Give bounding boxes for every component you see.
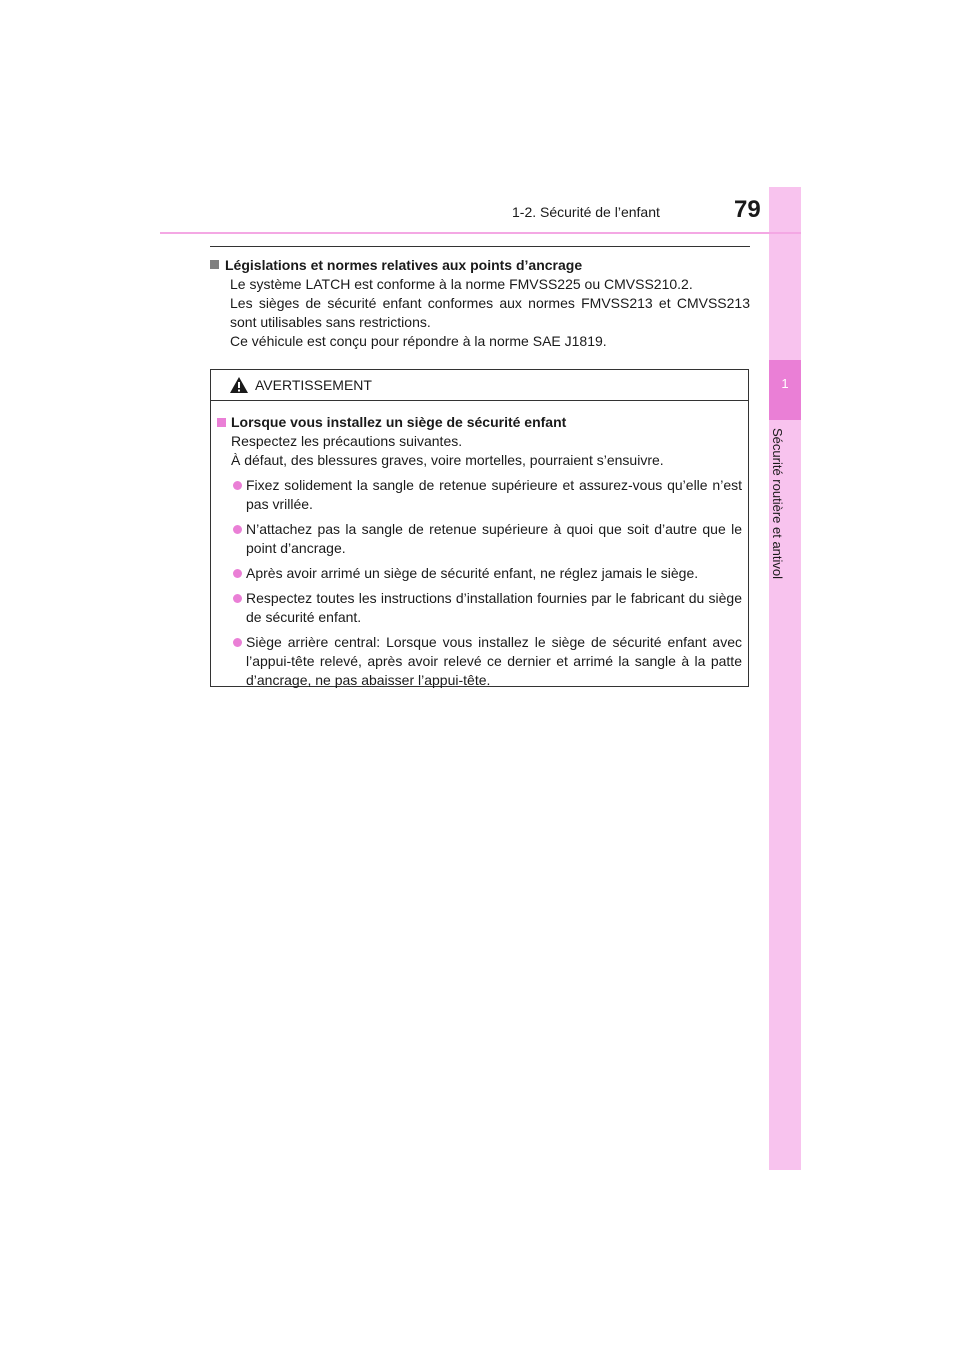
warning-bullet: Respectez toutes les instructions d’installation fournies par le fabricant du siège de sécurité enfant.	[217, 589, 742, 627]
side-tab	[769, 187, 801, 1170]
round-bullet-icon	[233, 594, 242, 603]
legislation-line: Le système LATCH est conforme à la norme FMVSS225 ou CMVSS210.2.	[230, 276, 693, 292]
warning-intro-line: À défaut, des blessures graves, voire mortelles, pourraient s’ensuivre.	[231, 452, 664, 468]
page-number: 79	[734, 196, 761, 223]
chapter-label: Sécurité routière et antivol	[770, 428, 785, 580]
warning-intro-line: Respectez les précautions suivantes.	[231, 433, 463, 449]
warning-label: AVERTISSEMENT	[255, 377, 372, 393]
round-bullet-icon	[233, 569, 242, 578]
warning-box	[210, 369, 749, 687]
round-bullet-icon	[233, 481, 242, 490]
legislation-line: Ce véhicule est conçu pour répondre à la norme SAE J1819.	[230, 333, 607, 349]
warning-body	[211, 401, 748, 690]
warning-header	[211, 370, 748, 401]
header-rule	[160, 232, 801, 234]
legislation-heading: Législations et normes relatives aux points d’ancrage	[225, 257, 583, 273]
warning-bullet: Siège arrière central: Lorsque vous installez le siège de sécurité enfant avec l’appui-tête relevé, après avoir relevé ce dernier et arrimé la sangle à la patte d’ancrage, ne pas abaisser l’appui-tête.	[217, 633, 742, 690]
round-bullet-icon	[233, 638, 242, 647]
section-title: 1-2. Sécurité de l’enfant	[512, 204, 660, 220]
warning-heading: Lorsque vous installez un siège de sécurité enfant	[231, 414, 567, 430]
section-divider	[210, 246, 750, 247]
square-bullet-icon	[210, 260, 219, 269]
square-bullet-icon	[217, 418, 226, 427]
warning-bullet: Après avoir arrimé un siège de sécurité enfant, ne réglez jamais le siège.	[217, 564, 742, 583]
round-bullet-icon	[233, 525, 242, 534]
warning-triangle-icon	[229, 376, 249, 394]
legislation-line: Les sièges de sécurité enfant conformes aux normes FMVSS213 et CMVSS213 sont utilisables sans restrictions.	[230, 295, 750, 330]
warning-bullet: N’attachez pas la sangle de retenue supérieure à quoi que soit d’autre que le point d’ancrage.	[217, 520, 742, 558]
legislation-text	[230, 275, 750, 351]
legislation-section	[210, 256, 750, 351]
warning-bullet: Fixez solidement la sangle de retenue supérieure et assurez-vous qu’elle n’est pas vrillée.	[217, 476, 742, 514]
chapter-number: 1	[781, 376, 789, 391]
